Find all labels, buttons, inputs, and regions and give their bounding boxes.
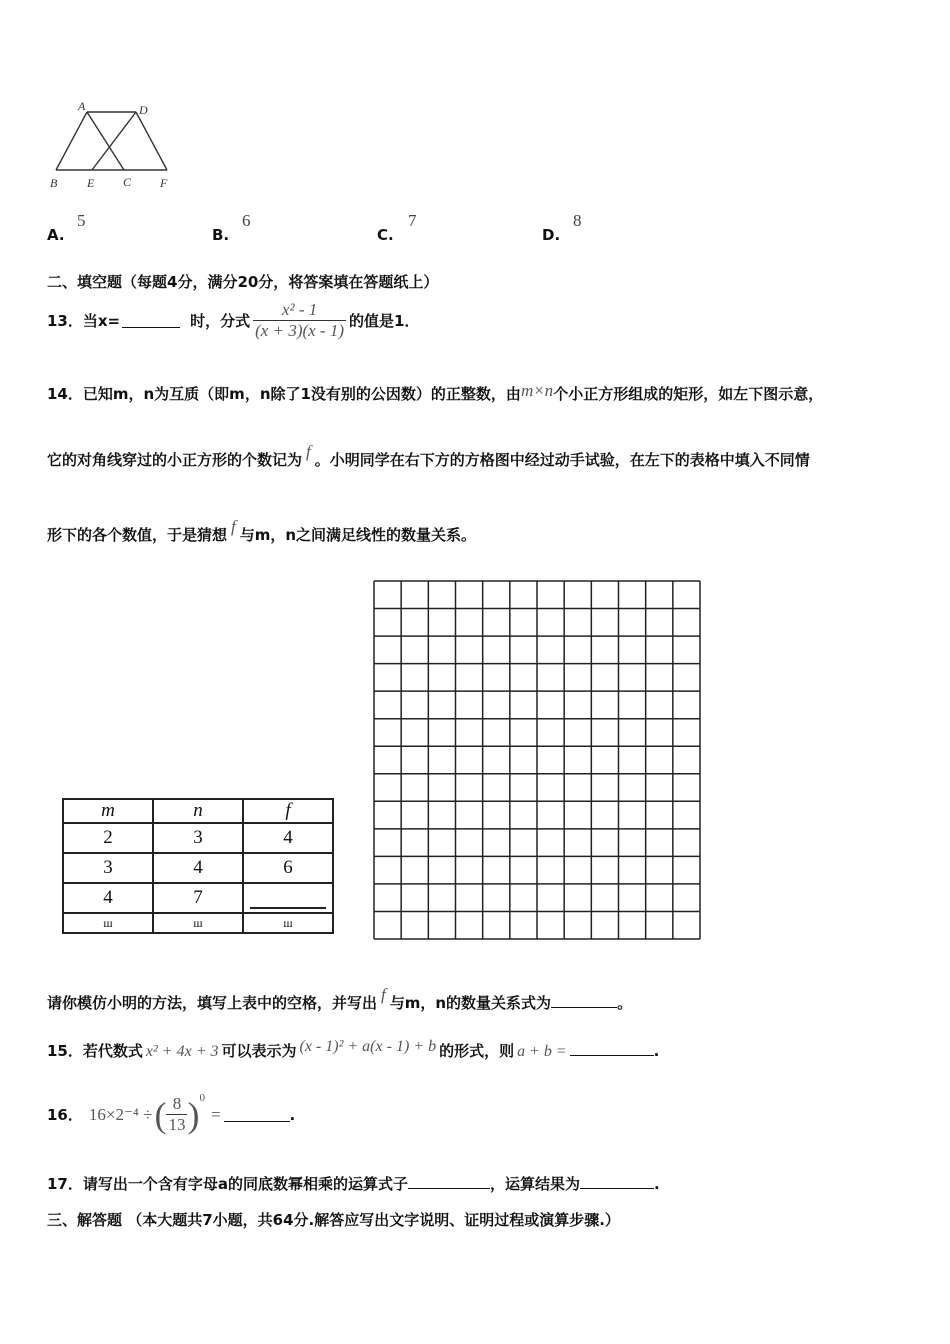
- choice-b-letter: B.: [212, 226, 230, 244]
- choice-a-value: 5: [77, 211, 86, 230]
- q16: [47, 1094, 295, 1135]
- table-cell: 2: [63, 823, 153, 853]
- table-cell: 4: [153, 853, 243, 883]
- table-cell: 7: [153, 883, 243, 913]
- q16-frac-num: 8: [172, 1094, 182, 1113]
- choice-a[interactable]: [47, 226, 65, 244]
- q14-line1-a: 已知m，n为互质（即m，n除了1没有别的公因数）的正整数，由: [82, 385, 521, 403]
- choice-c-value: 7: [408, 211, 417, 230]
- q14-line2: [47, 442, 810, 470]
- q13-denominator: (x + 3)(x - 1): [255, 321, 345, 340]
- q13: [47, 300, 419, 341]
- q13-numerator: x² - 1: [281, 300, 318, 319]
- q14-line1-math: m×n: [520, 381, 554, 400]
- q15-end: .: [653, 1042, 660, 1060]
- q14-after: [47, 985, 632, 1013]
- q15-expr2: (x - 1)² + a(x - 1) + b: [299, 1038, 437, 1055]
- q13-text-before: 当x=: [82, 312, 121, 330]
- label-c: C: [123, 175, 132, 189]
- q16-fraction: [166, 1094, 187, 1135]
- section3-title: 三、解答题 （本大题共7小题，共64分.解答应写出文字说明、证明过程或演算步骤.）: [47, 1211, 620, 1229]
- q14-line2-b: 。小明同学在右下方的方格图中经过动手试验，在左下的表格中填入不同情: [314, 451, 810, 469]
- choice-b-value: 6: [242, 211, 251, 230]
- q14-line2-math: f: [306, 442, 311, 461]
- q16-end: .: [289, 1105, 296, 1124]
- q16-number: 16．: [47, 1106, 83, 1124]
- q14-line1-b: 个小正方形组成的矩形，如左下图示意，: [553, 385, 824, 403]
- q13-number: 13．: [47, 312, 83, 330]
- q17-answer-blank-1[interactable]: [408, 1174, 490, 1189]
- label-b: B: [50, 176, 58, 190]
- table-cell: 4: [63, 883, 153, 913]
- q14-after-a: 请你模仿小明的方法，填写上表中的空格，并写出: [47, 994, 378, 1012]
- q15-number: 15．: [47, 1042, 83, 1060]
- label-e: E: [87, 176, 95, 190]
- q17-text-b: ，运算结果为: [490, 1175, 581, 1193]
- q14-line3-b: 与m，n之间满足线性的数量关系。: [239, 526, 477, 544]
- trapezoid-figure: [40, 98, 190, 193]
- q17: [47, 1173, 660, 1194]
- label-a: A: [78, 99, 86, 113]
- q16-right-paren: ): [187, 1094, 200, 1135]
- q17-end: .: [654, 1175, 660, 1193]
- label-f: F: [160, 176, 168, 190]
- q15-text-c: 的形式，则: [439, 1042, 515, 1060]
- q14-line3-math: f: [231, 517, 236, 536]
- mnf-table: [62, 798, 334, 934]
- q16-answer-blank[interactable]: [224, 1107, 290, 1122]
- q16-left-paren: (: [154, 1094, 167, 1135]
- table-header-n: n: [153, 799, 243, 823]
- q15-answer-blank[interactable]: [570, 1041, 654, 1056]
- q15: [47, 1038, 659, 1061]
- choice-c-letter: C.: [377, 226, 394, 244]
- choice-d-value: 8: [573, 211, 582, 230]
- q15-text-a: 若代数式: [82, 1042, 143, 1060]
- q14-after-math: f: [381, 985, 386, 1004]
- q13-text-mid: 时，分式: [190, 312, 251, 330]
- table-cell: 3: [153, 823, 243, 853]
- q13-answer-blank[interactable]: [122, 313, 180, 328]
- choice-d-letter: D.: [542, 226, 561, 244]
- choice-a-letter: A.: [47, 226, 65, 244]
- q14-number: 14．: [47, 385, 83, 403]
- q17-answer-blank-2[interactable]: [580, 1174, 654, 1189]
- q16-equals: =: [210, 1104, 221, 1124]
- q16-expr: 16×2⁻⁴ ÷: [88, 1104, 153, 1124]
- q15-text-b: 可以表示为: [221, 1042, 297, 1060]
- q16-frac-den: 13: [168, 1115, 186, 1134]
- q14-line3: [47, 517, 476, 545]
- q15-expr3: a + b =: [517, 1043, 567, 1060]
- q14-answer-blank[interactable]: [551, 993, 617, 1008]
- q15-expr1: x² + 4x + 3: [145, 1043, 219, 1060]
- table-cell: ш: [243, 913, 333, 933]
- section2-title: 二、填空题（每题4分，满分20分，将答案填在答题纸上）: [47, 273, 439, 291]
- table-cell: 3: [63, 853, 153, 883]
- q14-line1: [47, 381, 823, 404]
- table-header-f: f: [243, 799, 333, 823]
- q14-after-end: 。: [617, 994, 633, 1012]
- choice-c[interactable]: [377, 226, 394, 244]
- q16-power: 0: [199, 1092, 205, 1104]
- choice-d[interactable]: [542, 226, 560, 244]
- table-cell: ш: [153, 913, 243, 933]
- q17-text-a: 请写出一个含有字母a的同底数幂相乘的运算式子: [82, 1175, 408, 1193]
- q14-line3-a: 形下的各个数值，于是猜想: [47, 526, 228, 544]
- q14-line2-a: 它的对角线穿过的小正方形的个数记为: [47, 451, 303, 469]
- table-cell-blank[interactable]: [243, 883, 333, 913]
- table-cell: ш: [63, 913, 153, 933]
- q13-text-after: 的值是1．: [349, 312, 420, 330]
- table-header-m: m: [63, 799, 153, 823]
- q13-fraction: [253, 300, 346, 341]
- table-cell: 4: [243, 823, 333, 853]
- choice-b[interactable]: [212, 226, 229, 244]
- q14-after-b: 与m，n的数量关系式为: [389, 994, 552, 1012]
- q17-number: 17．: [47, 1175, 83, 1193]
- square-grid[interactable]: [372, 579, 702, 941]
- table-cell: 6: [243, 853, 333, 883]
- label-d: D: [139, 103, 148, 117]
